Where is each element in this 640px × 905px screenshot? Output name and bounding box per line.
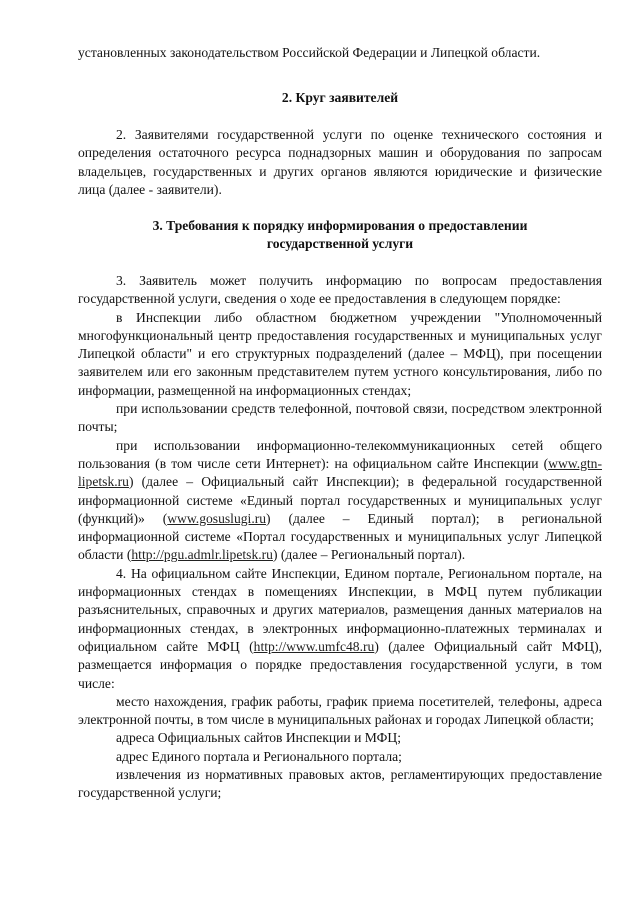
paragraph-site-addresses: адреса Официальных сайтов Инспекции и МФЦ; (116, 730, 401, 746)
paragraph-3: 3. Заявитель может получить информацию по вопросам предоставления государственной услуги, сведения о ходе ее предоставления в следующем порядке: (78, 273, 602, 307)
section-3-heading-line1: 3. Требования к порядку информирования о предоставлении (152, 218, 528, 233)
paragraph-4-part-a: 4. На официальном сайте Инспекции, Едином портале, Региональном портале, на информационных стендах в помещениях Инспекции, в МФЦ путем публикации разъяснительных, справочных и других материалов, размещения данных материалов на информационных стендах, в электронных информационно-платежных терминалах и официальном сайте МФЦ ( (78, 565, 602, 654)
paragraph-internet-part-b: ) (далее – Официальный сайт Инспекции); в федеральной государственной информационной системе «Единый портал государственных и муниципальных услуг (функций)» ( (78, 474, 602, 526)
section-3-body (78, 272, 602, 803)
paragraph-inspection: в Инспекции либо областном бюджетном учреждении "Уполномоченный многофункциональный центр предоставления государственных и муниципальных услуг Липецкой области" и его структурных подразделений (далее – МФЦ), при посещении заявителем или его законным представителем путем устного консультирования, либо по информации, размещенной на информационных стендах; (78, 309, 602, 398)
section-3-heading (78, 217, 602, 254)
paragraph-internet-part-d: ) (далее – Региональный портал). (272, 547, 466, 563)
section-2-body (78, 126, 602, 199)
paragraph-phone: при использовании средств телефонной, почтовой связи, посредством электронной почты; (78, 401, 602, 435)
section-2-paragraph: 2. Заявителями государственной услуги по оценке технического состояния и определения остаточного ресурса поднадзорных машин и оборудования по запросам владельцев, государственных и других органов являются юридические и физические лица (далее - заявители). (78, 127, 602, 197)
inspection-site-link[interactable]: www.gtn-lipetsk.ru (78, 455, 602, 490)
section-2-heading: 2. Круг заявителей (281, 90, 399, 105)
paragraph-location: место нахождения, график работы, график приема посетителей, телефоны, адреса электронной почты, в том числе в муниципальных районах и городах Липецкой области; (78, 693, 602, 728)
paragraph-internet-part-c: ) (далее – Единый портал); в региональной информационной системе «Портал государственных и муниципальных услуг Липецкой области ( (78, 510, 602, 563)
continuation-text (78, 44, 602, 62)
paragraph-legal-extracts: извлечения из нормативных правовых актов, регламентирующих предоставление государственной услуги; (78, 767, 602, 801)
gosuslugi-link[interactable]: www.gosuslugi.ru (167, 510, 267, 526)
section-3-heading-line2: государственной услуги (266, 236, 414, 252)
paragraph-internet-part-a: при использовании информационно-телекоммуникационных сетей общего пользования (в том числе сети Интернет): на официальном сайте Инспекции ( (78, 437, 602, 471)
mfc-site-link[interactable]: http://www.umfc48.ru (253, 638, 375, 654)
paragraph-4 (78, 565, 602, 693)
regional-portal-link[interactable]: http://pgu.admlr.lipetsk.ru (131, 547, 273, 563)
paragraph-internet (78, 437, 602, 565)
paragraph-portal-addresses: адрес Единого портала и Регионального портала; (116, 748, 402, 764)
paragraph-4-part-b: ) (далее Официальный сайт МФЦ), размещается информация о порядке предоставления государственной услуги, в том числе: (78, 638, 602, 691)
top-line: установленных законодательством Российской Федерации и Липецкой области. (78, 45, 541, 60)
